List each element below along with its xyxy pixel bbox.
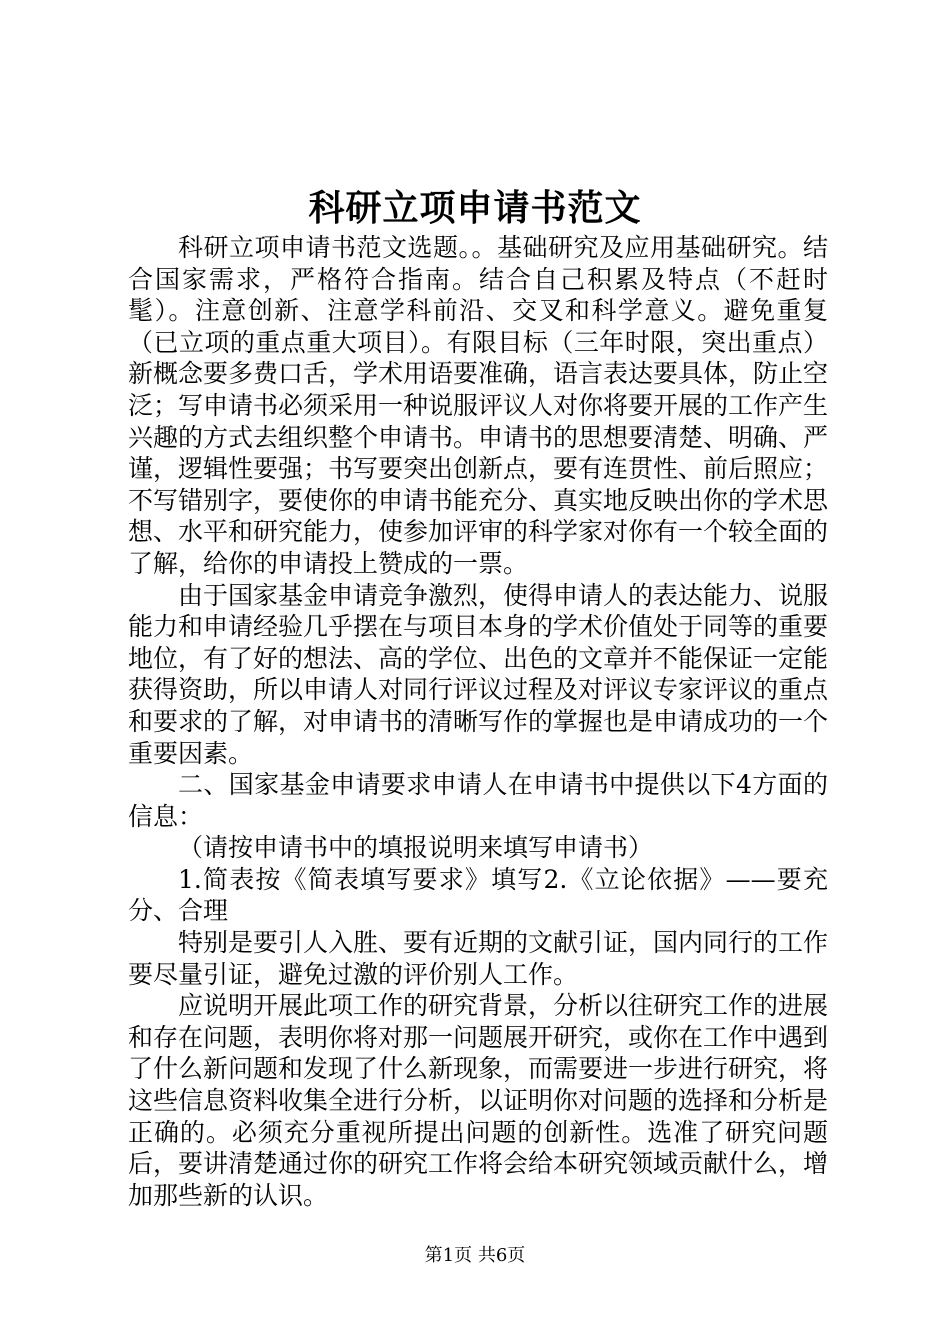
paragraph-summary-and-rationale: 1.简表按《简表填写要求》填写2.《立论依据》——要充分、合理 bbox=[128, 864, 828, 926]
paragraph-research-background: 应说明开展此项工作的研究背景，分析以往研究工作的进展和存在问题，表明你将对那一问题展开研究，或你在工作中遇到了什么新问题和发现了什么新现象，而需要进一步进行研究，将这些信息资料收集全进行分析，以证明你对问题的选择和分析是正确的。必须充分重视所提出问题的创新性。选准了研究问题后，要讲清楚通过你的研究工作将会给本研究领域贡献什么，增加那些新的认识。 bbox=[128, 991, 829, 1210]
document-title: 科研立项申请书范文 bbox=[308, 187, 642, 229]
paragraph-fill-instructions: （请按申请书中的填报说明来填写申请书） bbox=[178, 833, 654, 863]
page-indicator: 第1页 共6页 bbox=[424, 1245, 526, 1266]
paragraph-competition: 由于国家基金申请竞争激烈，使得申请人的表达能力、说服能力和申请经验几乎摆在与项目本身的学术价值处于同等的重要地位，有了好的想法、高的学位、出色的文章并不能保证一定能获得资助，所以申请人对同行评议过程及对评议专家评议的重点和要求的了解，对申请书的清晰写作的掌握也是申请成功的一个重要因素。 bbox=[128, 580, 829, 768]
paragraph-citations: 特别是要引人入胜、要有近期的文献引证，国内同行的工作要尽量引证，避免过激的评价别人工作。 bbox=[128, 928, 829, 989]
paragraph-topic-selection: 科研立项申请书范文选题。。基础研究及应用基础研究。结合国家需求，严格符合指南。结合自己积累及特点（不赶时髦）。注意创新、注意学科前沿、交叉和科学意义。避免重复（已立项的重点重大项目）。有限目标（三年时限，突出重点）新概念要多费口舌，学术用语要准确，语言表达要具体，防止空泛；写申请书必须采用一种说服评议人对你将要开展的工作产生兴趣的方式去组织整个申请书。申请书的思想要清楚、明确、严谨，逻辑性要强；书写要突出创新点，要有连贯性、前后照应；不写错别字，要使你的申请书能充分、真实地反映出你的学术思想、水平和研究能力，使参加评审的科学家对你有一个较全面的了解，给你的申请投上赞成的一票。 bbox=[128, 233, 829, 578]
document-body bbox=[128, 232, 828, 1211]
paragraph-requirements-heading: 二、国家基金申请要求申请人在申请书中提供以下4方面的信息： bbox=[128, 770, 828, 831]
